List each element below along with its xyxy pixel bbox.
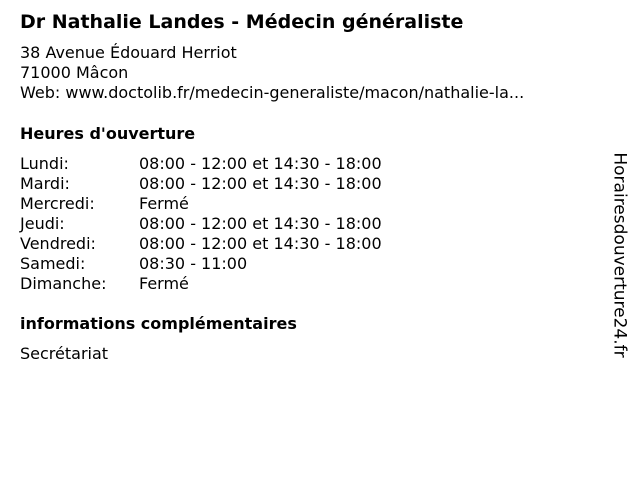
day-label: Vendredi: bbox=[20, 234, 96, 253]
time-value: 08:00 - 12:00 et 14:30 - 18:00 bbox=[139, 214, 382, 233]
time-value: 08:30 - 11:00 bbox=[139, 254, 248, 273]
page-title: Dr Nathalie Landes - Médecin généraliste bbox=[20, 11, 464, 33]
additional-info-text: Secrétariat bbox=[20, 344, 109, 363]
time-value: 08:00 - 12:00 et 14:30 - 18:00 bbox=[139, 174, 382, 193]
street-address: 38 Avenue Édouard Herriot bbox=[20, 43, 237, 62]
hours-row-sunday bbox=[20, 274, 382, 294]
opening-hours-heading: Heures d'ouverture bbox=[20, 124, 196, 143]
day-label: Jeudi: bbox=[20, 214, 65, 233]
website-line: Web: www.doctolib.fr/medecin-generaliste/macon/nathalie-la... bbox=[20, 83, 525, 102]
hours-row-thursday bbox=[20, 214, 382, 234]
hours-row-wednesday bbox=[20, 194, 382, 214]
day-label: Mardi: bbox=[20, 174, 70, 193]
watermark-text: Horairesdouverture24.fr bbox=[610, 152, 630, 358]
day-label: Mercredi: bbox=[20, 194, 95, 213]
time-value: Fermé bbox=[139, 194, 189, 213]
day-label: Lundi: bbox=[20, 154, 69, 173]
time-value: Fermé bbox=[139, 274, 189, 293]
additional-info-heading: informations complémentaires bbox=[20, 314, 297, 333]
city-postcode: 71000 Mâcon bbox=[20, 63, 129, 82]
opening-hours-table bbox=[20, 154, 382, 294]
hours-row-monday bbox=[20, 154, 382, 174]
hours-row-tuesday bbox=[20, 174, 382, 194]
time-value: 08:00 - 12:00 et 14:30 - 18:00 bbox=[139, 234, 382, 253]
day-label: Dimanche: bbox=[20, 274, 107, 293]
watermark bbox=[600, 136, 640, 374]
address-block bbox=[20, 43, 524, 103]
time-value: 08:00 - 12:00 et 14:30 - 18:00 bbox=[139, 154, 382, 173]
hours-row-saturday bbox=[20, 254, 382, 274]
day-label: Samedi: bbox=[20, 254, 86, 273]
hours-row-friday bbox=[20, 234, 382, 254]
